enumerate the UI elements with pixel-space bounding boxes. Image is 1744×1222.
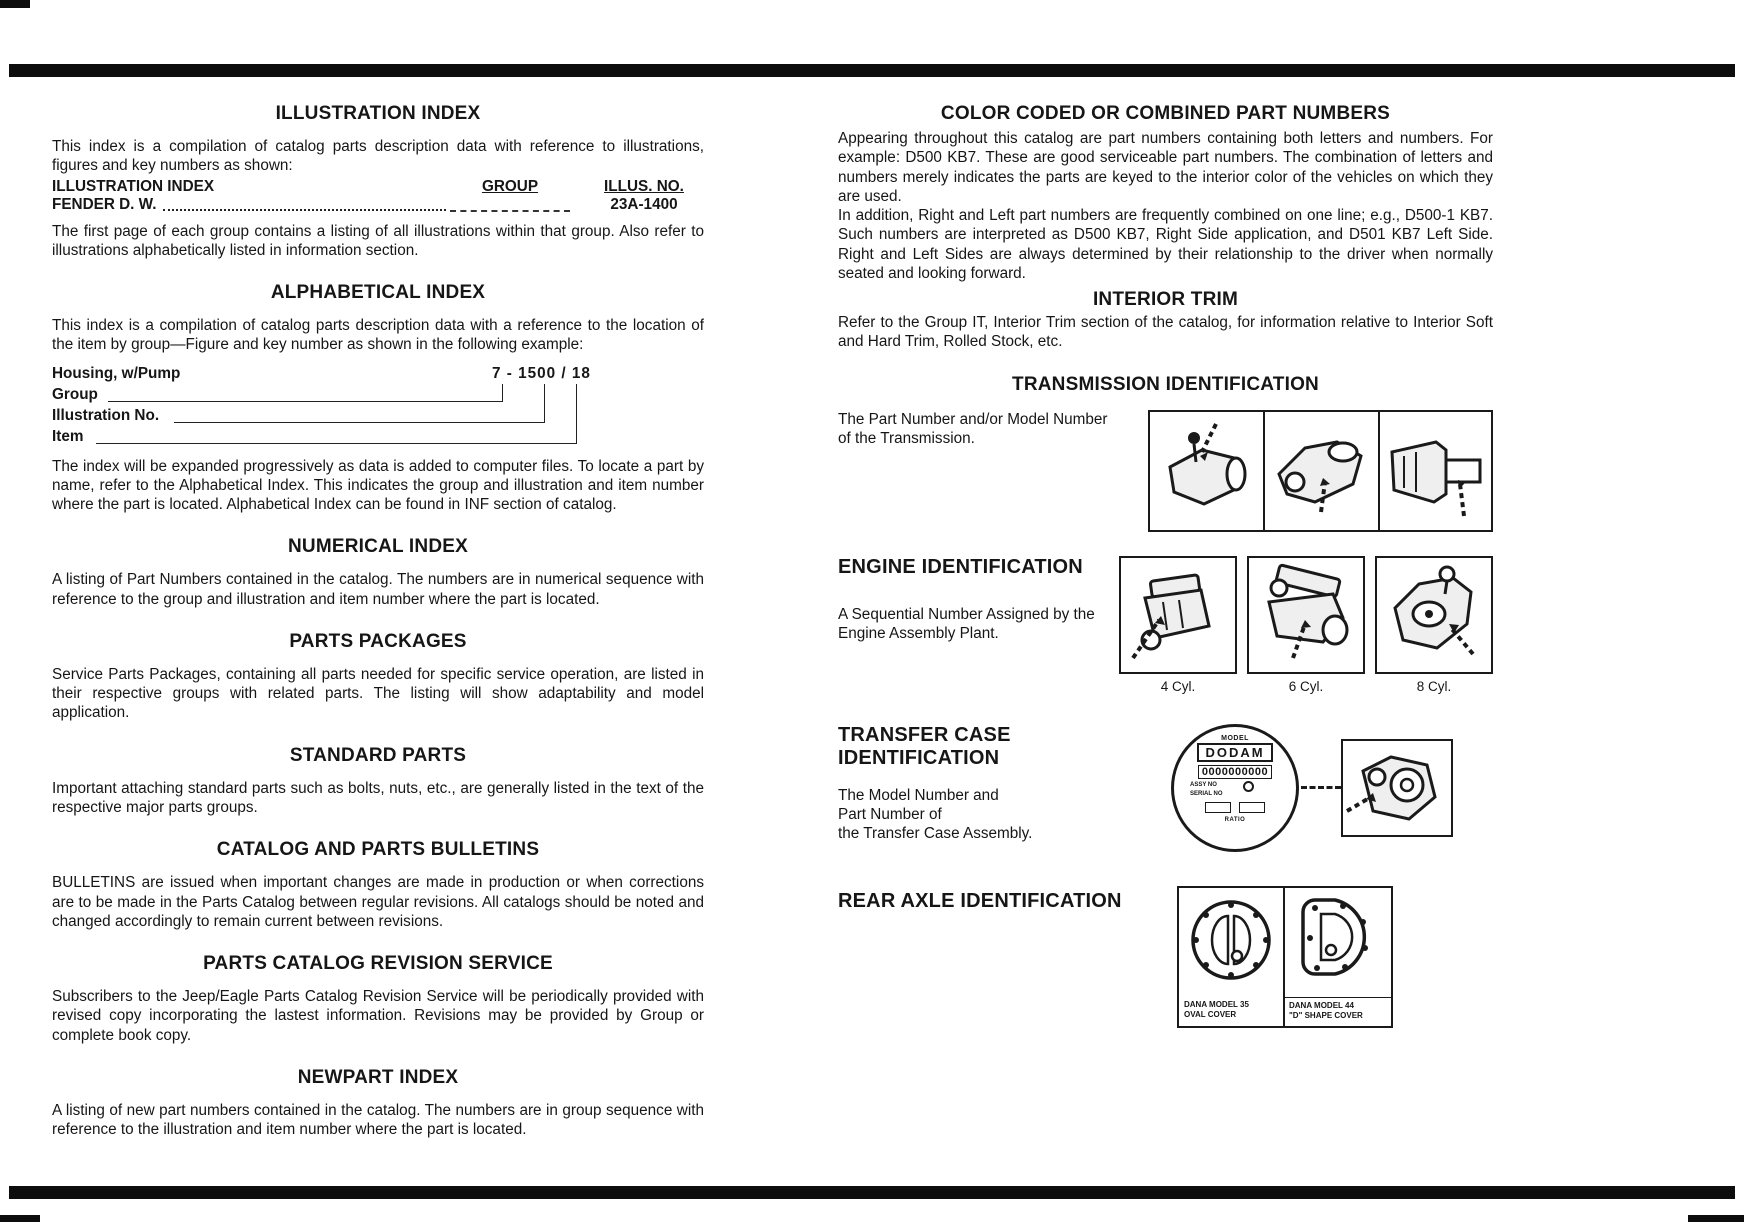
tag-model-label: MODEL xyxy=(1221,734,1249,742)
example-row-label: ILLUSTRATION INDEX xyxy=(52,177,215,195)
parts-packages-body: Service Parts Packages, containing all parts needed for specific service operation, are listed in their respective groups with related parts. The listing will show adaptability and model application. xyxy=(52,665,704,722)
transmission-sketch-icon xyxy=(1265,412,1378,529)
numerical-index-body: A listing of Part Numbers contained in the catalog. The numbers are in numerical sequence with reference to the group and illustration and item number where the part is located. xyxy=(52,571,704,608)
engine-sketch-icon xyxy=(1249,558,1362,671)
rear-axle-illustrations xyxy=(1177,886,1393,1028)
leader-line xyxy=(108,401,502,402)
tag-model-value: DODAM xyxy=(1197,743,1272,762)
tag-field-box xyxy=(1205,802,1231,813)
heading-parts-packages: PARTS PACKAGES xyxy=(289,630,467,652)
catalog-bulletins-body: BULLETINS are issued when important changes are made in production or when corrections are to be made in the Parts Catalog between regular revisions. All catalogs should be noted and changed accordingly to remain current between revisions. xyxy=(52,874,704,930)
tag-assy-no-label: ASSY NO xyxy=(1190,781,1217,788)
tag-part-number: 0000000000 xyxy=(1198,765,1272,779)
connector-line xyxy=(576,384,577,444)
rear-axle-id-section xyxy=(838,886,1493,1028)
example-item-name: FENDER D. W. xyxy=(52,195,157,213)
transfer-case-id-section xyxy=(838,724,1493,852)
revision-service-body: Subscribers to the Jeep/Eagle Parts Catalog Revision Service will be periodically provided with revised copy incorporating the lastest information. Revisions may be provided by Group or complete book copy. xyxy=(52,988,704,1044)
example-label-group: Group xyxy=(52,385,98,403)
example-part-name: Housing, w/Pump xyxy=(52,364,181,382)
oval-cover-sketch-icon xyxy=(1179,888,1282,990)
alphabetical-index-intro: This index is a compilation of catalog parts description data with a reference to the location of the item by group—Figure and key number as shown in the following example: xyxy=(52,317,704,354)
connector-line xyxy=(502,384,503,402)
tag-field-box xyxy=(1239,802,1265,813)
bottom-rule xyxy=(9,1186,1735,1199)
illustration-index-example xyxy=(52,178,704,214)
engine-label-6cyl: 6 Cyl. xyxy=(1288,678,1324,694)
heading-standard-parts: STANDARD PARTS xyxy=(289,744,467,766)
example-label-illustration-no: Illustration No. xyxy=(52,406,160,424)
transfer-case-body-line: the Transfer Case Assembly. xyxy=(838,825,1033,843)
tag-ratio-label: RATIO xyxy=(1224,816,1246,823)
heading-alphabetical-index: ALPHABETICAL INDEX xyxy=(270,282,486,304)
example-blank-group-cell xyxy=(450,198,570,212)
transmission-sketch-icon xyxy=(1380,412,1493,529)
standard-parts-body: Important attaching standard parts such as bolts, nuts, etc., are generally listed in the text of the respective major parts groups. xyxy=(52,779,704,816)
axle-cover-label xyxy=(1285,997,1391,1026)
color-coded-para2: In addition, Right and Left part numbers are frequently combined on one line; e.g., D500-1 KB7. Such numbers are interpreted as D500 KB7, Right Side application, and D501 KB7 Left Side. Right and Left Sides are always determined by their relationship to the driver when normally seated and looking forward. xyxy=(838,207,1493,282)
axle-cover-label-line: DANA MODEL 44 xyxy=(1289,1000,1354,1010)
alphabetical-index-example xyxy=(52,365,704,451)
transmission-sketch-icon xyxy=(1150,412,1263,529)
dotted-leader xyxy=(163,197,446,211)
leader-line xyxy=(96,443,576,444)
connector-line xyxy=(544,384,545,423)
heading-numerical-index: NUMERICAL INDEX xyxy=(288,536,468,558)
engine-label-4cyl: 4 Cyl. xyxy=(1160,678,1196,694)
heading-color-coded: COLOR CODED OR COMBINED PART NUMBERS xyxy=(940,103,1391,124)
alphabetical-index-outro: The index will be expanded progressively as data is added to computer files. To locate a part by name, refer to the Alphabetical Index. This indicates the group and illustration and item number where the part is located. Alphabetical Index can be found in INF section of catalog. xyxy=(52,457,704,514)
heading-illustration-index: ILLUSTRATION INDEX xyxy=(275,103,481,124)
axle-cover-dana35 xyxy=(1177,886,1285,1028)
engine-drawing-6cyl xyxy=(1247,556,1365,674)
heading-revision-service: PARTS CATALOG REVISION SERVICE xyxy=(203,953,553,975)
engine-sketch-icon xyxy=(1121,558,1234,671)
heading-interior-trim: INTERIOR TRIM xyxy=(1092,289,1239,311)
d-shape-cover-sketch-icon xyxy=(1285,888,1388,984)
transfer-case-body-line: The Model Number and xyxy=(838,786,999,804)
example-illus-no-value: 23A-1400 xyxy=(610,195,678,213)
axle-cover-dana44 xyxy=(1285,886,1393,1028)
scan-artifact xyxy=(0,1215,40,1222)
heading-catalog-bulletins: CATALOG AND PARTS BULLETINS xyxy=(216,839,540,861)
transfer-case-sketch-icon xyxy=(1343,741,1450,834)
scan-artifact xyxy=(1688,1215,1744,1222)
scan-artifact xyxy=(0,0,30,8)
color-coded-para1: Appearing throughout this catalog are part numbers containing both letters and numbers. For example: D500 KB7. These are good serviceable part numbers. The combination of letters and numbers merely indicates the parts are keyed to the interior color of the vehicles on which they are used. xyxy=(838,130,1493,205)
heading-transmission-id: TRANSMISSION IDENTIFICATION xyxy=(1012,373,1319,395)
tag-serial-no-label: SERIAL NO xyxy=(1190,790,1223,797)
transfer-case-body-line: Part Number of xyxy=(838,805,942,823)
transfer-case-id-tag xyxy=(1171,724,1299,852)
top-rule xyxy=(9,64,1735,77)
transmission-id-section xyxy=(838,410,1493,532)
example-label-item: Item xyxy=(52,427,84,445)
left-column xyxy=(52,95,704,1139)
transmission-illustration xyxy=(1148,410,1493,532)
heading-transfer-case-id: TRANSFER CASE IDENTIFICATION xyxy=(838,723,1011,769)
transfer-case-drawing xyxy=(1341,739,1453,837)
engine-id-section xyxy=(838,556,1493,694)
transmission-id-body: The Part Number and/or Model Number of the Transmission. xyxy=(838,410,1108,447)
axle-cover-label-line: DANA MODEL 35 xyxy=(1184,999,1249,1009)
example-col-group: GROUP xyxy=(481,177,539,195)
transmission-drawing-3 xyxy=(1380,412,1493,530)
engine-drawing-8cyl xyxy=(1375,556,1493,674)
interior-trim-body: Refer to the Group IT, Interior Trim section of the catalog, for information relative to Interior Soft and Hard Trim, Rolled Stock, etc. xyxy=(838,314,1493,351)
engine-drawing-4cyl xyxy=(1119,556,1237,674)
transfer-case-illustration xyxy=(1171,724,1453,852)
tag-center-hole xyxy=(1243,781,1254,792)
example-col-illus-no: ILLUS. NO. xyxy=(604,177,684,195)
newpart-index-body: A listing of new part numbers contained in the catalog. The numbers are in group sequence with reference to the illustration and item number where the part is located. xyxy=(52,1101,704,1139)
heading-engine-id: ENGINE IDENTIFICATION xyxy=(838,555,1083,578)
right-column xyxy=(838,95,1493,1028)
axle-cover-label-line: "D" SHAPE COVER xyxy=(1289,1011,1363,1021)
transmission-drawing-2 xyxy=(1265,412,1380,530)
engine-illustrations xyxy=(1119,556,1493,694)
example-reference: 7 - 1500 / 18 xyxy=(492,364,591,382)
leader-line xyxy=(174,422,544,423)
transmission-drawing-1 xyxy=(1150,412,1265,530)
engine-sketch-icon xyxy=(1377,558,1490,671)
dashed-connector-line xyxy=(1301,786,1341,789)
heading-rear-axle-id: REAR AXLE IDENTIFICATION xyxy=(838,889,1122,912)
engine-label-8cyl: 8 Cyl. xyxy=(1416,678,1452,694)
axle-cover-label-line: OVAL COVER xyxy=(1184,1010,1237,1020)
heading-newpart-index: NEWPART INDEX xyxy=(297,1066,459,1088)
illustration-index-intro: This index is a compilation of catalog parts description data with reference to illustrations, figures and key numbers as shown: xyxy=(52,138,704,175)
engine-id-body: A Sequential Number Assigned by the Engine Assembly Plant. xyxy=(838,605,1095,642)
illustration-index-outro: The first page of each group contains a listing of all illustrations within that group. Also refer to illustrations alphabetically listed in information section. xyxy=(52,222,704,259)
axle-cover-label xyxy=(1184,1000,1249,1021)
